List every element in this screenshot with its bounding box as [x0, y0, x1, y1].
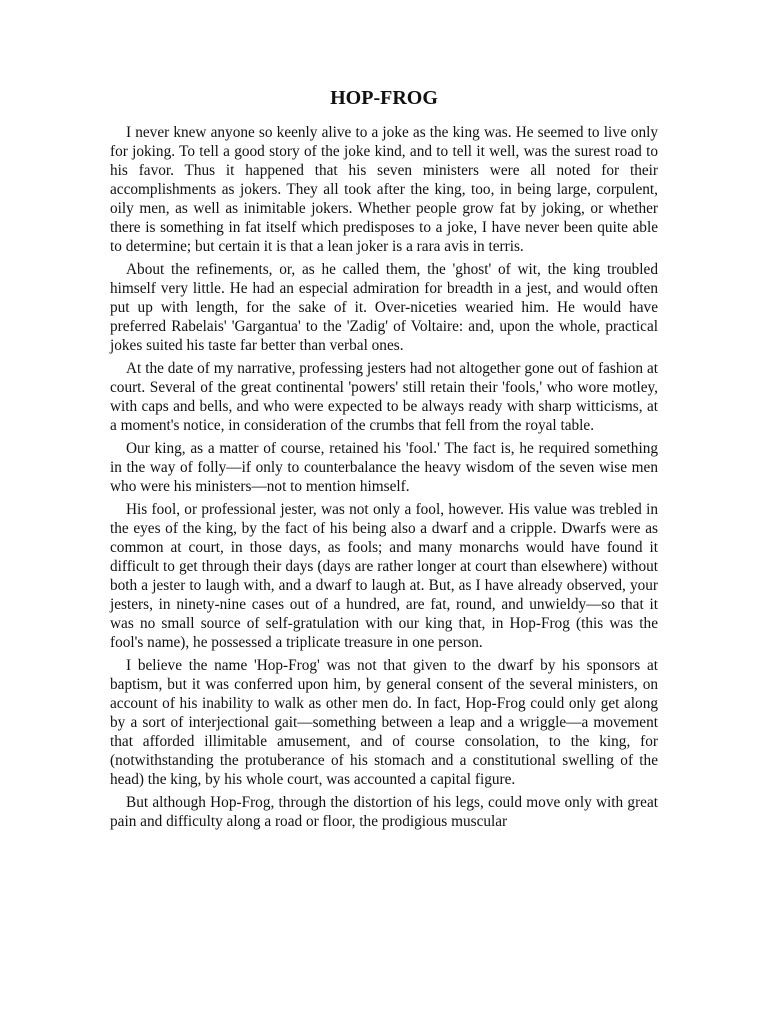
paragraph-6: I believe the name 'Hop-Frog' was not that given to the dwarf by his sponsors at baptism, but it was conferred upon him, by general consent of the several ministers, on account of his inability to walk as other men do. In fact, Hop-Frog could only get along by a sort of interjectional gait—something between a leap and a wriggle—a movement that afforded illimitable amusement, and of course consolation, to the king, for (notwithstanding the protuberance of his stomach and a constitutional swelling of the head) the king, by his whole court, was accounted a capital figure.: [110, 657, 658, 788]
paragraph-1: I never knew anyone so keenly alive to a joke as the king was. He seemed to live only for joking. To tell a good story of the joke kind, and to tell it well, was the surest road to his favor. Thus it happened that his seven ministers were all noted for their accomplishments as jokers. They all took after the king, too, in being large, corpulent, oily men, as well as inimitable jokers. Whether people grow fat by joking, or whether there is something in fat itself which predisposes to a joke, I have never been quite able to determine; but certain it is that a lean joker is a rara avis in terris.: [110, 124, 658, 255]
document-page: [110, 84, 658, 835]
paragraph-5: His fool, or professional jester, was not only a fool, however. His value was trebled in the eyes of the king, by the fact of his being also a dwarf and a cripple. Dwarfs were as common at court, in those days, as fools; and many monarchs would have found it difficult to get through their days (days are rather longer at court than elsewhere) without both a jester to laugh with, and a dwarf to laugh at. But, as I have already observed, your jesters, in ninety-nine cases out of a hundred, are fat, round, and unwieldy—so that it was no small source of self-gratulation with our king that, in Hop-Frog (this was the fool's name), he possessed a triplicate treasure in one person.: [110, 501, 658, 651]
paragraph-4: Our king, as a matter of course, retained his 'fool.' The fact is, he required something in the way of folly—if only to counterbalance the heavy wisdom of the seven wise men who were his ministers—not to mention himself.: [110, 440, 658, 495]
paragraph-7: But although Hop-Frog, through the distortion of his legs, could move only with great pain and difficulty along a road or floor, the prodigious muscular: [110, 794, 658, 830]
document-title: HOP-FROG: [330, 87, 438, 109]
paragraph-2: About the refinements, or, as he called them, the 'ghost' of wit, the king troubled himself very little. He had an especial admiration for breadth in a jest, and would often put up with length, for the sake of it. Over-niceties wearied him. He would have preferred Rabelais' 'Gargantua' to the 'Zadig' of Voltaire: and, upon the whole, practical jokes suited his taste far better than verbal ones.: [110, 261, 658, 354]
paragraph-3: At the date of my narrative, professing jesters had not altogether gone out of fashion at court. Several of the great continental 'powers' still retain their 'fools,' who wore motley, with caps and bells, and who were expected to be always ready with sharp witticisms, at a moment's notice, in consideration of the crumbs that fell from the royal table.: [110, 360, 658, 434]
